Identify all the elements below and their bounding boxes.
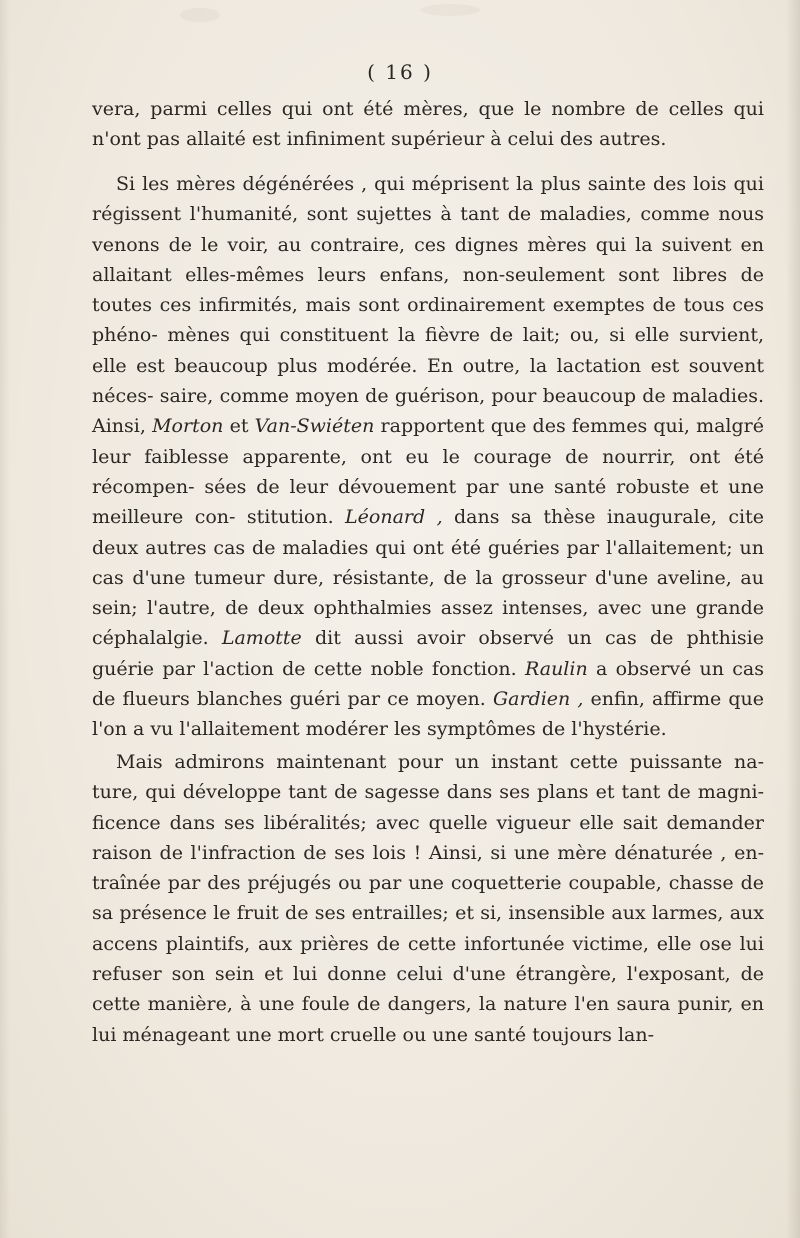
cited-author-name: Gardien , xyxy=(492,688,584,711)
paragraph-text: enfin, affirme que l'on a vu l'allaitement modérer les symptômes de l'hystérie. xyxy=(92,688,764,741)
page-left-shadow xyxy=(0,0,10,1238)
cited-author-name: Lamotte xyxy=(221,627,302,650)
page-edge-shadow xyxy=(786,0,800,1238)
paragraph-1 xyxy=(92,94,764,155)
paragraph-3 xyxy=(92,747,764,1050)
cited-author-name: Raulin xyxy=(525,657,588,680)
cited-author-name: Morton xyxy=(152,415,224,438)
paragraph-text: a observé un cas de flueurs blanches guéri par ce moyen. xyxy=(92,657,765,711)
cited-author-name: Van-Swiéten xyxy=(254,415,375,438)
paper-stain xyxy=(180,8,220,22)
paragraph-text: et xyxy=(223,415,255,438)
paragraph-text: Mais admirons maintenant pour un instant cette puissante na- ture, qui développe tant de sagesse dans ses plans et tant de magni- ficence dans ses libéralités; avec quelle vigueur elle sait demander raison de l'infraction de ses lois ! Ainsi, si une mère dénaturée , en- traînée par des préjugés ou par une coquetterie coupable, chasse de sa présence le fruit de ses entrailles; et si, insensible aux larmes, aux accens plaintifs, aux prières de cette infortunée victime, elle ose lui refuser son sein et lui donne celui d'une étrangère, l'exposant, de cette manière, à une foule de dangers, la nature l'en saura punir, en lui ménageant une mort cruelle ou une santé toujours lan- xyxy=(92,751,764,1046)
paragraph-text: Si les mères dégénérées , qui méprisent la plus sainte des lois qui régissent l'humanité, sont sujettes à tant de maladies, comme nous venons de le voir, au contraire, ces dignes mères qui la suivent en allaitant elles-mêmes leurs enfans, non-seulement sont libres de toutes ces infirmités, mais sont ordinairement exemptes de tous ces phéno- mènes qui constituent la fièvre de lait; ou, si elle survient, elle est beaucoup plus modérée. En outre, la lactation est souvent néces- saire, comme moyen de guérison, pour beaucoup de maladies. Ainsi, xyxy=(92,173,764,438)
page-number: ( 16 ) xyxy=(367,60,433,84)
paragraph-2 xyxy=(92,169,764,745)
paper-stain xyxy=(420,4,480,16)
paragraph-text: rapportent que des femmes qui, malgré leur faiblesse apparente, ont eu le courage de nourrir, ont été récompen- sées de leur dévouement par une santé robuste et une meilleure con- stitution. xyxy=(92,415,764,529)
paragraph-text: dans sa thèse inaugurale, cite deux autres cas de maladies qui ont été guéries par l'allaitement; un cas d'une tumeur dure, résistante, de la grosseur d'une aveline, au sein; l'autre, de deux ophthalmies assez intenses, avec une grande céphalalgie. xyxy=(92,506,764,650)
cited-author-name: Léonard , xyxy=(345,506,443,529)
paragraph-text: vera, parmi celles qui ont été mères, que le nombre de celles qui n'ont pas allaité est infiniment supérieur à celui des autres. xyxy=(92,98,764,151)
paragraph-text: dit aussi avoir observé un cas de phthisie guérie par l'action de cette noble fonction. xyxy=(92,627,765,680)
